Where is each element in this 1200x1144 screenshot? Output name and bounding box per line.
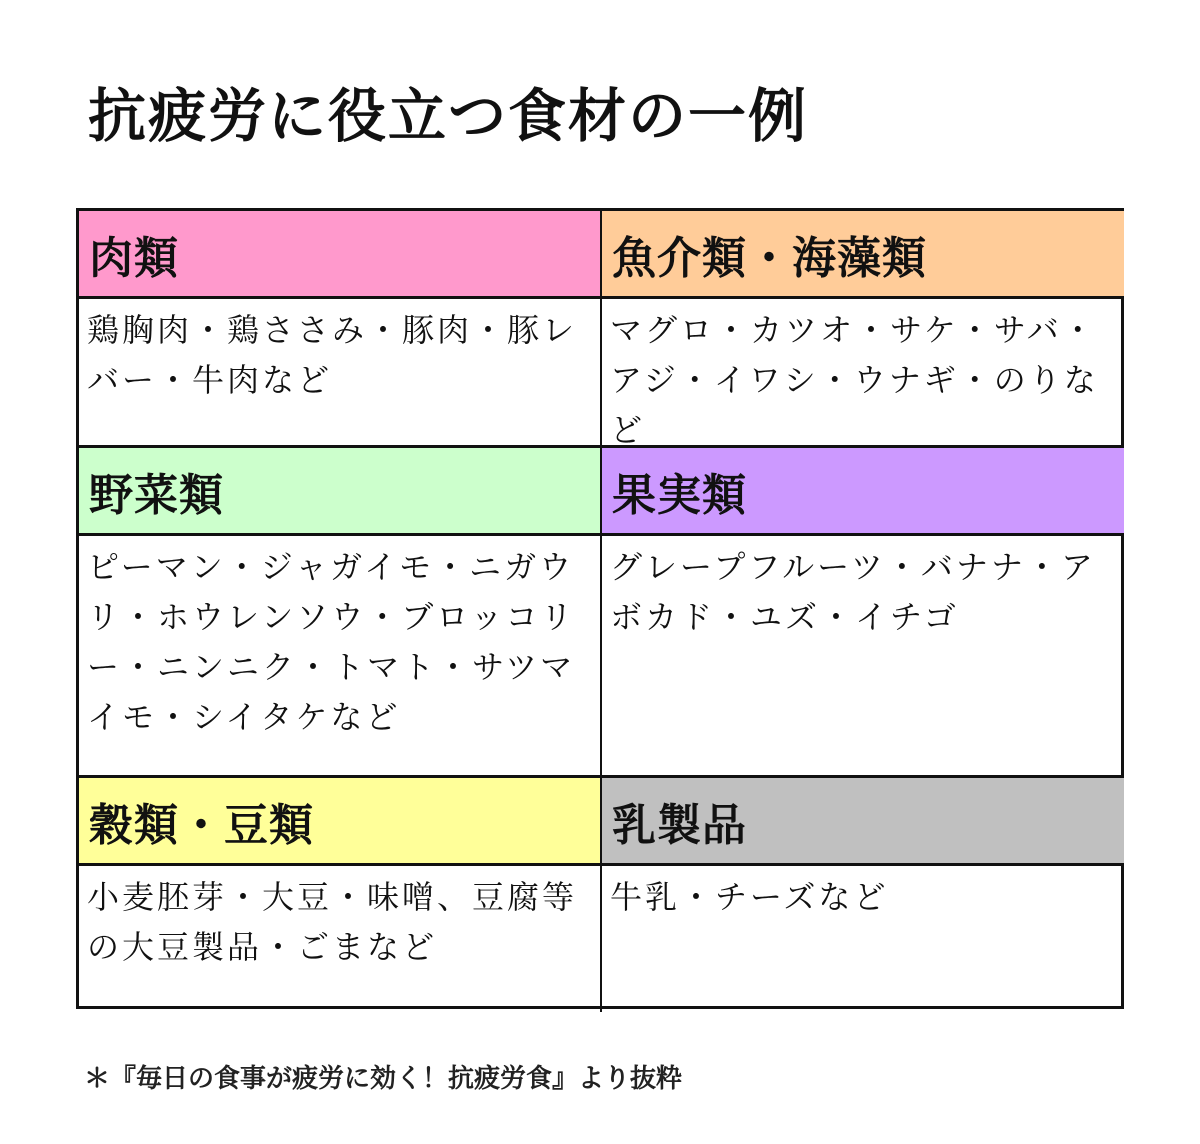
category-items-fruits: グレープフルーツ・バナナ・アボカド・ユズ・イチゴ [602, 536, 1124, 778]
source-footnote: ＊『毎日の食事が疲労に効く！抗疲労食』より抜粋 [84, 1064, 683, 1094]
category-items-dairy: 牛乳・チーズなど [610, 878, 889, 916]
food-category-table [76, 208, 1124, 1009]
category-items-seafood: マグロ・カツオ・サケ・サバ・アジ・イワシ・ウナギ・のりなど [602, 299, 1124, 448]
category-header-dairy: 乳製品 [602, 778, 1124, 866]
page-title: 抗疲労に役立つ食材の一例 [88, 82, 809, 150]
category-header-seafood: 魚介類・海藻類 [602, 211, 1124, 299]
category-header-vegetables: 野菜類 [79, 448, 602, 536]
category-header-meat: 肉類 [79, 211, 602, 299]
category-items-grains-beans: 小麦胚芽・大豆・味噌、豆腐等の大豆製品・ごまなど [79, 866, 602, 1012]
category-header-fruits: 果実類 [602, 448, 1124, 536]
category-items-vegetables: ピーマン・ジャガイモ・ニガウリ・ホウレンソウ・ブロッコリー・ニンニク・トマト・サツマイモ・シイタケなど [79, 536, 602, 778]
category-items-meat: 鶏胸肉・鶏ささみ・豚肉・豚レバー・牛肉など [79, 299, 602, 448]
category-header-grains-beans: 穀類・豆類 [79, 778, 602, 866]
